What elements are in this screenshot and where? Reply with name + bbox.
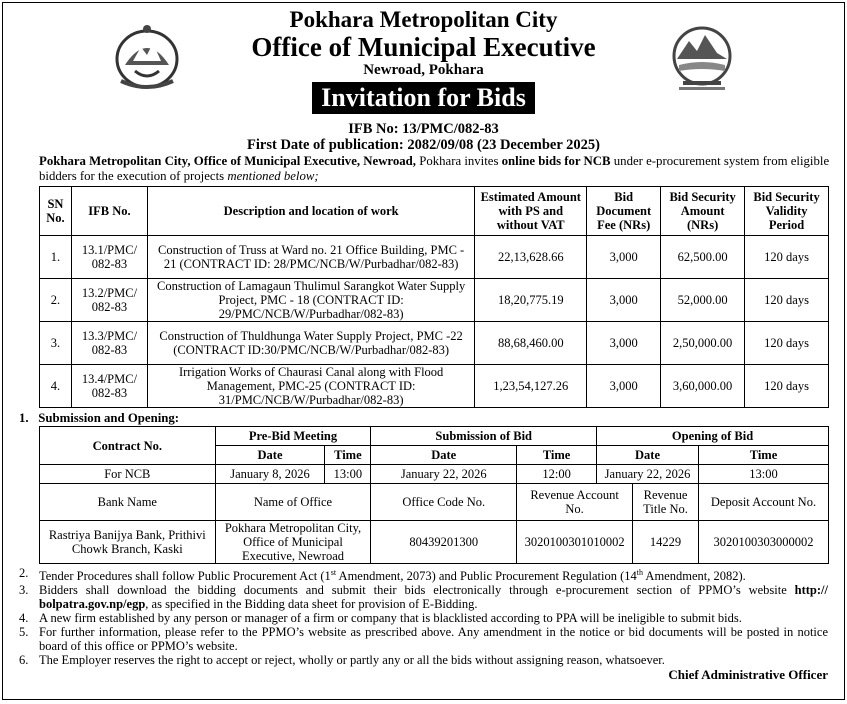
opening-header: Opening of Bid: [597, 427, 829, 446]
table-row: [40, 465, 829, 484]
list-item: [19, 583, 828, 611]
notice-page: [2, 2, 845, 700]
sub-date-header: Date: [371, 446, 517, 465]
col-ifb: IFB No.: [71, 187, 147, 236]
office-name: Office of Municipal Executive: [251, 32, 596, 62]
open-time-header: Time: [699, 446, 829, 465]
list-item: [19, 653, 828, 667]
office-code-header: Office Code No.: [371, 484, 517, 521]
intro-text1: Pokhara invites: [416, 154, 502, 168]
cell-description: Construction of Truss at Ward no. 21 Office Building, PMC - 21 (CONTRACT ID: 28/PMC/NCB/W/Purbadhar/082-83): [147, 236, 474, 279]
cell-ifb: 13.1/PMC/ 082-83: [71, 236, 147, 279]
bids-table: [39, 186, 829, 408]
office-name-header: Name of Office: [215, 484, 371, 521]
table-row: [40, 365, 829, 408]
cell-sn: 2.: [40, 279, 72, 322]
invitation-banner: Invitation for Bids: [312, 82, 535, 114]
cell-sn: 4.: [40, 365, 72, 408]
cell-description: Construction of Lamagaun Thulimul Sarangkot Water Supply Project, PMC - 18 (CONTRACT ID: 29/PMC/NCB/W/Purbadhar/082-83): [147, 279, 474, 322]
table-row: [40, 322, 829, 365]
cell-validity: 120 days: [745, 322, 829, 365]
cell-amount: 18,20,775.19: [475, 279, 587, 322]
note2-sup1: st: [330, 568, 337, 577]
note-number: 4.: [19, 611, 29, 626]
cell-sn: 3.: [40, 322, 72, 365]
schedule-table: [39, 426, 829, 564]
pokhara-city-logo-icon: [667, 23, 737, 93]
section-number: 1.: [19, 411, 29, 425]
note2-b: Amendment, 2073) and Public Procurement Regulation (14: [336, 569, 637, 584]
office-address: Newroad, Pokhara: [363, 62, 484, 78]
intro-mentioned: mentioned below;: [227, 169, 319, 183]
contract-no-header: Contract No.: [40, 427, 216, 465]
prebid-time-header: Time: [325, 446, 371, 465]
cell-office-code: 80439201300: [371, 521, 517, 564]
note2-c: Amendment, 2082).: [643, 569, 746, 584]
cell-description: Irrigation Works of Chaurasi Canal along with Flood Management, PMC-25 (CONTRACT ID: 31/PMC/NCB/W/Purbadhar/082-83): [147, 365, 474, 408]
note-text: The Employer reserves the right to accept or reject, wholly or partly any or all the bids without assigning reason, whatsoever.: [39, 653, 665, 668]
open-date-header: Date: [597, 446, 699, 465]
note-number: 2.: [19, 566, 29, 580]
cell-open-date: January 22, 2026: [597, 465, 699, 484]
intro-text2: under e-procurement system from eligible bidders for the execution of projects: [39, 154, 830, 183]
cell-security: 52,000.00: [661, 279, 745, 322]
schedule-header-row: [40, 427, 829, 446]
table-row: [40, 236, 829, 279]
cell-sub-date: January 22, 2026: [371, 465, 517, 484]
cell-fee: 3,000: [587, 365, 661, 408]
notice-header: [3, 3, 844, 121]
col-sn: SN No.: [40, 187, 72, 236]
revenue-account-header: Revenue Account No.: [517, 484, 633, 521]
cell-validity: 120 days: [745, 365, 829, 408]
cell-sub-time: 12:00: [517, 465, 597, 484]
note-text: [39, 583, 828, 611]
note-number: 3.: [19, 583, 29, 598]
ppmo-link[interactable]: http:// bolpatra.gov.np/egp: [39, 583, 828, 612]
revenue-title-header: Revenue Title No.: [633, 484, 699, 521]
cell-ifb: 13.2/PMC/ 082-83: [71, 279, 147, 322]
cell-fee: 3,000: [587, 236, 661, 279]
cell-contract: For NCB: [40, 465, 216, 484]
cell-deposit-account: 3020100303000002: [699, 521, 829, 564]
table-row: [40, 521, 829, 564]
submission-header: Submission of Bid: [371, 427, 597, 446]
list-item: [19, 625, 828, 653]
note3-b: , as specified in the Bidding data sheet for provision of E-Bidding.: [145, 597, 478, 612]
cell-sn: 1.: [40, 236, 72, 279]
note-number: 6.: [19, 653, 29, 668]
ifb-number: IFB No: 13/PMC/082-83: [348, 121, 499, 137]
notes-list: [3, 566, 844, 667]
cell-prebid-date: January 8, 2026: [215, 465, 325, 484]
prebid-date-header: Date: [215, 446, 325, 465]
intro-office: Pokhara Metropolitan City, Office of Municipal Executive, Newroad,: [39, 154, 416, 168]
note-text: A new firm established by any person or manager of a firm or company that is blacklisted according to PPA will be ineligible to submit bids.: [39, 611, 742, 626]
col-description: Description and location of work: [147, 187, 474, 236]
cell-prebid-time: 13:00: [325, 465, 371, 484]
cell-security: 62,500.00: [661, 236, 745, 279]
note3-a: Bidders shall download the bidding documents and submit their bids electronically through e-procurement section of PPMO’s website: [39, 583, 795, 598]
bank-header-row: [40, 484, 829, 521]
col-fee: Bid Document Fee (NRs): [587, 187, 661, 236]
note-text: For further information, please refer to the PPMO’s website as prescribed above. Any amendment in the notice or bid documents will be posted in notice board of this office or PPMO’s website.: [39, 625, 828, 654]
signature: Chief Administrative Officer: [668, 667, 828, 683]
prebid-header: Pre-Bid Meeting: [215, 427, 371, 446]
cell-office-name: Pokhara Metropolitan City, Office of Municipal Executive, Newroad: [215, 521, 371, 564]
cell-revenue-title: 14229: [633, 521, 699, 564]
bank-name-header: Bank Name: [40, 484, 216, 521]
cell-fee: 3,000: [587, 279, 661, 322]
list-item: [19, 611, 828, 625]
bids-header-row: [40, 187, 829, 236]
nepal-emblem-icon: [111, 21, 183, 91]
cell-description: Construction of Thuldhunga Water Supply Project, PMC -22 (CONTRACT ID:30/PMC/NCB/W/Purbadhar/082-83): [147, 322, 474, 365]
note-number: 5.: [19, 625, 29, 640]
table-row: [40, 279, 829, 322]
section-title-text: Submission and Opening:: [38, 411, 180, 425]
intro-paragraph: [3, 153, 844, 184]
list-item: [19, 566, 828, 583]
note2-sup2: th: [636, 568, 643, 577]
cell-revenue-account: 3020100301010002: [517, 521, 633, 564]
note-text: [39, 566, 828, 583]
cell-validity: 120 days: [745, 279, 829, 322]
intro-online-bids: online bids for NCB: [501, 154, 611, 168]
cell-amount: 88,68,460.00: [475, 322, 587, 365]
col-security: Bid Security Amount (NRs): [661, 187, 745, 236]
col-amount: Estimated Amount with PS and without VAT: [475, 187, 587, 236]
cell-ifb: 13.4/PMC/ 082-83: [71, 365, 147, 408]
publication-date: First Date of publication: 2082/09/08 (23 December 2025): [247, 137, 600, 153]
col-validity: Bid Security Validity Period: [745, 187, 829, 236]
city-name: Pokhara Metropolitan City: [289, 7, 558, 32]
cell-amount: 1,23,54,127.26: [475, 365, 587, 408]
cell-fee: 3,000: [587, 322, 661, 365]
cell-security: 2,50,000.00: [661, 322, 745, 365]
deposit-account-header: Deposit Account No.: [699, 484, 829, 521]
note2-a: Tender Procedures shall follow Public Procurement Act (1: [39, 569, 331, 584]
cell-amount: 22,13,628.66: [475, 236, 587, 279]
cell-security: 3,60,000.00: [661, 365, 745, 408]
cell-bank-name: Rastriya Banijya Bank, Prithivi Chowk Branch, Kaski: [40, 521, 216, 564]
cell-open-time: 13:00: [699, 465, 829, 484]
sub-time-header: Time: [517, 446, 597, 465]
section-submission-title: [3, 410, 844, 426]
cell-ifb: 13.3/PMC/ 082-83: [71, 322, 147, 365]
cell-validity: 120 days: [745, 236, 829, 279]
